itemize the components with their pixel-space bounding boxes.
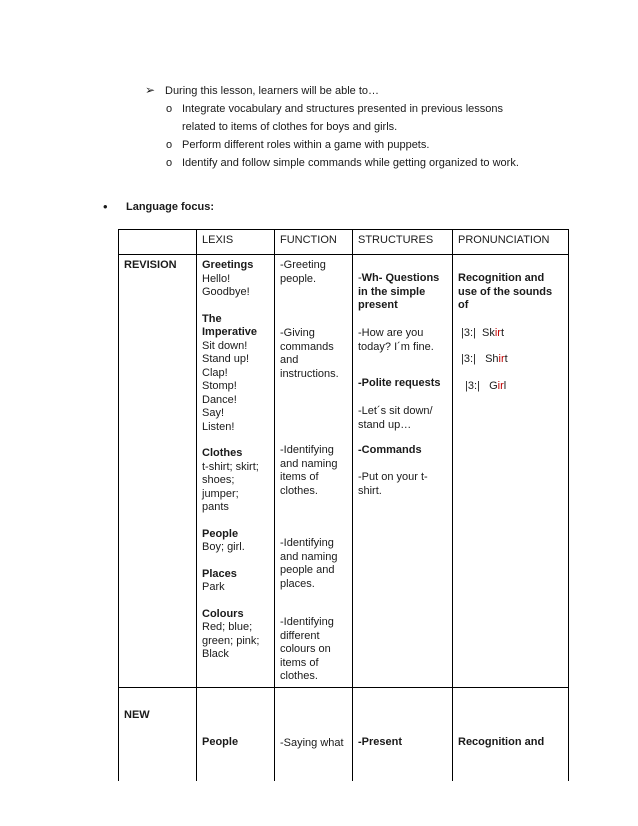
structure-line: shirt. (358, 484, 382, 497)
phonetic-symbol: |3:| (465, 380, 480, 392)
pronunciation-word (465, 380, 506, 394)
new-lexis: People (202, 736, 239, 748)
function-greeting (280, 259, 326, 286)
new-structures: -Present (358, 736, 403, 748)
function-colours (280, 616, 334, 684)
lexis-item: Listen! (202, 420, 235, 433)
function-line: -Greeting (280, 259, 326, 271)
circle-bullet-icon: o (166, 103, 173, 115)
word-part: Sh (485, 353, 499, 365)
lexis-heading-people: People (202, 527, 239, 540)
table-border (118, 687, 569, 688)
table-border (118, 229, 119, 781)
lexis-item: Dance! (202, 393, 237, 406)
word-part: t (504, 353, 508, 365)
pronunciation-heading (458, 272, 552, 313)
table-border (568, 229, 569, 781)
structure-line: -Let´s sit down/ (358, 405, 433, 417)
structure-example (358, 327, 434, 354)
function-line: and (280, 354, 299, 366)
function-line: and naming (280, 457, 338, 470)
word-part: t (500, 327, 505, 339)
new-function: -Saying what (280, 737, 344, 749)
lexis-item: Stomp! (202, 380, 237, 392)
function-people-places (280, 537, 338, 591)
word-highlight: ir (498, 353, 505, 365)
table-border (118, 229, 569, 230)
phonetic-symbol: |3:| (461, 353, 476, 365)
structure-wh-questions (358, 272, 439, 313)
row-label-new: NEW (124, 709, 150, 721)
circle-bullet-icon: o (166, 157, 173, 169)
dot-bullet-icon: • (103, 199, 108, 214)
function-line: places. (280, 577, 315, 590)
function-line: clothes. (280, 670, 318, 682)
word-highlight: ir (494, 327, 501, 339)
header-lexis: LEXIS (202, 234, 234, 246)
lexis-item: Park (202, 581, 225, 593)
table-border (274, 229, 275, 781)
lexis-heading-imperative: Imperative (202, 326, 258, 338)
lexis-item: green; pink; (202, 634, 260, 647)
structure-example (358, 405, 433, 432)
new-pronunciation: Recognition and (458, 736, 545, 748)
function-line: items of (280, 471, 319, 483)
header-structures: STRUCTURES (358, 234, 434, 246)
function-line: -Giving (280, 327, 315, 339)
table-border (118, 254, 569, 255)
lexis-item: Say! (202, 407, 225, 419)
function-line: items of (280, 656, 319, 669)
function-line: -Identifying (280, 616, 334, 628)
function-commands (280, 327, 339, 381)
table-border (452, 229, 453, 781)
pronunciation-word (461, 353, 508, 367)
structure-example (358, 471, 428, 498)
objectives-intro: During this lesson, learners will be able to… (165, 85, 379, 97)
lexis-heading-places: Places (202, 567, 237, 580)
pronunciation-heading-line: Recognition and (458, 272, 545, 284)
arrow-bullet-icon: ➢ (145, 83, 156, 97)
function-clothes (280, 444, 338, 498)
table-border (352, 229, 353, 781)
function-line: people and (280, 564, 335, 576)
lexis-item: shoes; (202, 474, 235, 486)
lexis-item: pants (202, 501, 229, 513)
lexis-item: Clap! (202, 366, 228, 379)
structure-heading: present (358, 299, 398, 311)
objective-item: related to items of clothes for boys and girls. (182, 121, 398, 133)
structure-heading: in the simple (358, 285, 426, 298)
structure-heading: Wh- Questions (361, 272, 440, 284)
function-line: people. (280, 272, 317, 285)
objective-item: Integrate vocabulary and structures presented in previous lessons (182, 103, 504, 115)
word-highlight: ir (497, 380, 504, 392)
pronunciation-word (461, 327, 504, 341)
word-part: G (489, 380, 498, 392)
lexis-cell (202, 259, 259, 662)
function-line: -Identifying (280, 537, 334, 549)
lexis-item: Boy; girl. (202, 541, 245, 553)
function-line: clothes. (280, 484, 318, 497)
word-part: l (503, 380, 507, 392)
structure-line: -Put on your t- (358, 471, 428, 483)
phonetic-symbol: |3:| (461, 327, 476, 339)
function-line: commands (280, 340, 334, 353)
pronunciation-heading-line: of (458, 299, 469, 311)
row-label-revision: REVISION (124, 259, 177, 271)
objective-item: Perform different roles within a game with puppets. (182, 139, 430, 151)
lexis-heading-colours: Colours (202, 607, 244, 620)
word-part: Sk (482, 327, 495, 339)
header-function: FUNCTION (280, 234, 337, 246)
circle-bullet-icon: o (166, 139, 173, 151)
function-line: -Identifying (280, 444, 334, 456)
lexis-item: jumper; (202, 487, 239, 500)
objective-item: Identify and follow simple commands while getting organized to work. (182, 157, 519, 169)
lexis-item: Sit down! (202, 339, 248, 352)
structure-prefix: - (358, 272, 362, 284)
header-pronunciation: PRONUNCIATION (458, 234, 550, 246)
function-line: different (280, 629, 320, 642)
function-line: instructions. (280, 367, 339, 380)
section-title: Language focus: (126, 201, 215, 213)
structure-polite-requests: -Polite requests (358, 377, 441, 389)
lexis-item: Hello! (202, 272, 231, 285)
lexis-item: Black (202, 648, 229, 660)
lexis-heading-greetings: Greetings (202, 259, 254, 271)
table-border (196, 229, 197, 781)
function-line: colours on (280, 643, 331, 655)
lexis-item: Stand up! (202, 353, 250, 365)
pronunciation-heading-line: use of the sounds (458, 285, 553, 298)
function-line: and naming (280, 550, 338, 563)
lexis-item: Red; blue; (202, 621, 253, 633)
structure-line: -How are you (358, 327, 424, 339)
lexis-heading-imperative: The (202, 312, 222, 325)
structure-line: today? I´m fine. (358, 340, 434, 353)
structure-line: stand up… (358, 418, 412, 431)
lexis-heading-clothes: Clothes (202, 447, 243, 459)
structure-commands: -Commands (358, 444, 422, 456)
lexis-item: Goodbye! (202, 286, 250, 298)
lexis-item: t-shirt; skirt; (202, 460, 259, 473)
